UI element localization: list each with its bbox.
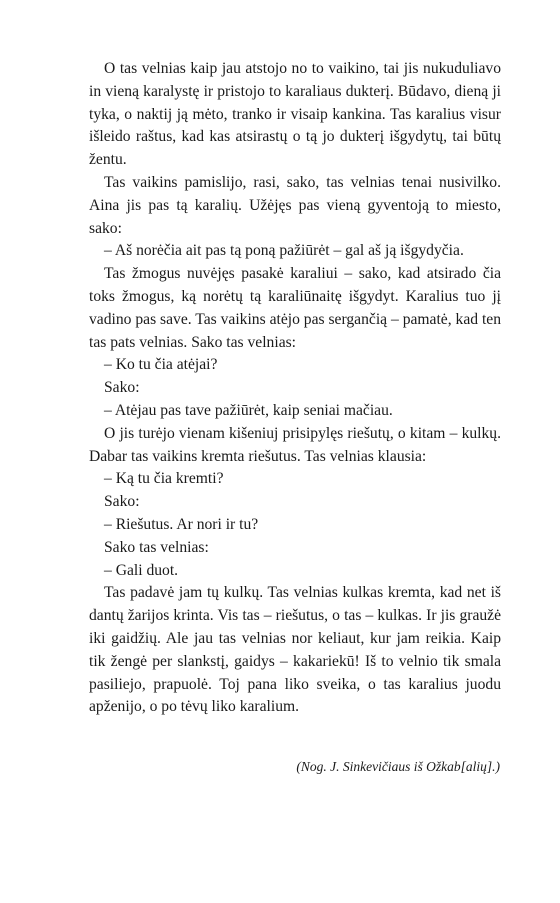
dialogue-line: – Ko tu čia atėjai? [104, 356, 218, 374]
paragraph: Tas padavė jam tų kulkų. Tas velnias kulkas kremta, kad net iš dantų žarijos krinta. Vis tas – riešutus, o tas – kulkas. Ir jis graužė iki gaidžių. Ale jau tas velnias nor keliaut, kur jam reikia. Kaip tik žengė per slankstį, gaidys – kakariekū! Iš to velnio tik smala pasiliejo, prapuolė. Toj pana liko sveika, o tas karalius juodu apženijo, o po tėvų liko karalium. [89, 584, 501, 716]
paragraph: Tas žmogus nuvėjęs pasakė karaliui – sako, kad atsirado čia toks žmogus, ką norėtų tą karaliūnaitę išgydyt. Karalius tuo jį vadino pas save. Tas vaikins atėjo pas sergančią – pamatė, kad ten tas pats velnias. Sako tas velnias: [89, 265, 501, 351]
dialogue-line: Sako: [104, 379, 140, 397]
dialogue-line: – Aš norėčia ait pas tą poną pažiūrėt – gal aš ją išgydyčia. [104, 242, 464, 260]
body-text [89, 58, 501, 719]
dialogue-line: Sako: [104, 493, 140, 511]
dialogue-line: – Atėjau pas tave pažiūrėt, kaip seniai mačiau. [104, 401, 393, 419]
source-citation: (Nog. J. Sinkevičiaus iš Ožkab[alių].) [296, 759, 500, 774]
paragraph: O jis turėjo vienam kišeniuj prisipylęs riešutų, o kitam – kulkų. Dabar tas vaikins kremta riešutus. Tas velnias klausia: [89, 424, 501, 465]
dialogue-line: – Gali duot. [104, 561, 179, 579]
paragraph: O tas velnias kaip jau atstojo no to vaikino, tai jis nukuduliavo in vieną karalystę ir pristojo to karaliaus dukterį. Būdavo, dieną ji tyka, o naktij ją mėto, tranko ir visaip kankina. Tas karalius visur išleido raštus, kad kas atsirastų o tą jo dukterį išgydytų, tai būtų žentu. [89, 60, 501, 169]
paragraph: Tas vaikins pamislijo, rasi, sako, tas velnias tenai nusivilko. Aina jis pas tą karalių. Užėjęs pas vieną gyventoją to miesto, sako: [89, 173, 501, 237]
dialogue-line: Sako tas velnias: [104, 538, 209, 556]
dialogue-line: – Ką tu čia kremti? [104, 470, 224, 488]
dialogue-line: – Riešutus. Ar nori ir tu? [104, 515, 259, 533]
